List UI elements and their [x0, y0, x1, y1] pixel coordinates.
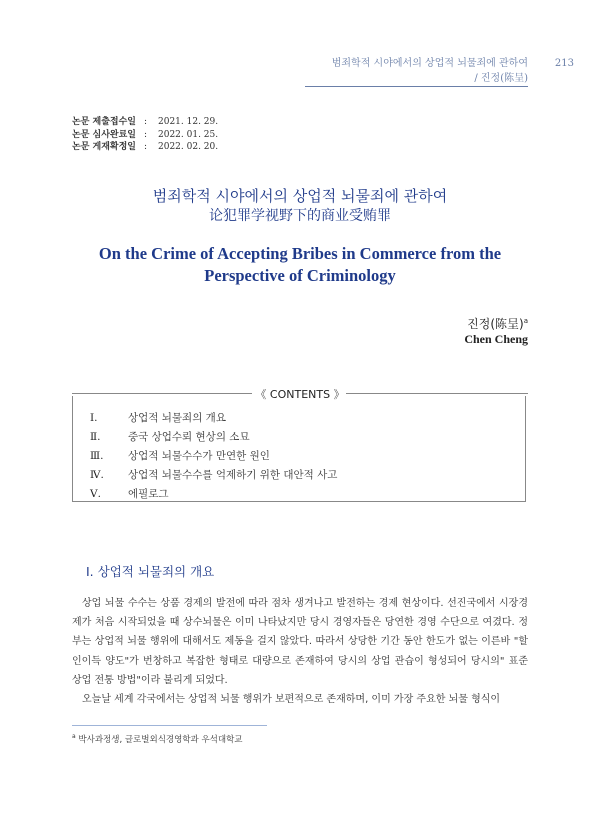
footnote-text: 박사과정생, 글로벌외식경영학과 우석대학교 [78, 735, 243, 745]
title-english: On the Crime of Accepting Bribes in Commerce from the Perspective of Criminology [98, 244, 502, 285]
date-label: 논문 제출접수일 [72, 117, 136, 127]
toc-text: 중국 상업수뢰 현상의 소묘 [128, 431, 250, 443]
toc-item [90, 447, 337, 466]
toc-number: Ⅲ. [90, 450, 104, 462]
date-label: 논문 심사완료일 [72, 129, 136, 140]
toc-text: 상업적 뇌물죄의 개요 [128, 412, 226, 424]
page-number: 213 [554, 58, 574, 69]
submission-dates [72, 116, 218, 154]
date-row: 논문 게재확정일 : 2022. 02. 20. [72, 142, 219, 152]
toc-item [90, 428, 337, 447]
running-header [228, 56, 574, 86]
body-paragraph: 상업 뇌물 수수는 상품 경제의 발전에 따라 점차 생겨나고 발전하는 경제 현상이다. 선진국에서 시장경제가 처음 시작되었을 때 상수뇌물은 이미 나타났지만 당시 경영자들은 당연한 경영 수단으로 여겼다. 정부는 상업적 뇌물 행위에 대해서도 제동을 걸지 않았다. 따라서 상당한 기간 동안 한도가 없는 이른바 "할인이득 양도"가 번창하고 복잡한 형태로 대량으로 존재하여 당시의 상업 관습이 형성되어 당시의" 표준 상업 전통 방법"이라 불리게 되었다. [72, 598, 528, 686]
date-value: 2021. 12. 29. [158, 117, 219, 127]
title-korean: 범죄학적 시야에서의 상업적 뇌물죄에 관하여 [152, 187, 448, 205]
toc-number: Ⅰ. [90, 412, 98, 424]
author-korean-name: 진정(陈呈) [467, 317, 524, 331]
toc-item [90, 409, 337, 428]
author-korean [467, 315, 528, 332]
date-label: 논문 게재확정일 [72, 142, 136, 152]
body-text [72, 594, 528, 709]
contents-title: 《 CONTENTS 》 [255, 388, 345, 401]
running-title: 범죄학적 시야에서의 상업적 뇌물죄에 관하여 [331, 58, 528, 69]
table-of-contents [90, 409, 337, 504]
toc-number: Ⅱ. [90, 431, 101, 443]
footnote [72, 733, 243, 745]
date-row: 논문 제출접수일 : 2021. 12. 29. [72, 117, 219, 127]
toc-text: 에필로그 [128, 488, 169, 500]
toc-item [90, 485, 337, 504]
toc-number: Ⅴ. [90, 488, 101, 500]
author-footnote-marker: a [523, 317, 528, 325]
toc-item [90, 466, 337, 485]
running-author: / 진정(陈呈) [474, 73, 528, 84]
toc-number: Ⅳ. [90, 469, 104, 481]
date-row: 논문 심사완료일 : 2022. 01. 25. [72, 129, 219, 140]
footnote-marker: a [72, 733, 76, 741]
author-english: Chen Cheng [464, 332, 528, 346]
toc-text: 상업적 뇌물수수를 억제하기 위한 대안적 사고 [128, 469, 338, 481]
section-heading: Ⅰ. 상업적 뇌물죄의 개요 [86, 564, 215, 579]
title-chinese: 论犯罪学视野下的商业受贿罪 [209, 208, 391, 224]
date-value: 2022. 01. 25. [158, 129, 219, 140]
footnote-rule [72, 725, 267, 726]
header-rule [305, 86, 528, 87]
date-value: 2022. 02. 20. [158, 142, 219, 152]
body-paragraph: 오늘날 세계 각국에서는 상업적 뇌물 행위가 보편적으로 존재하며, 이미 가장 주요한 뇌물 형식이 [82, 694, 501, 706]
toc-text: 상업적 뇌물수수가 만연한 원인 [128, 450, 270, 462]
